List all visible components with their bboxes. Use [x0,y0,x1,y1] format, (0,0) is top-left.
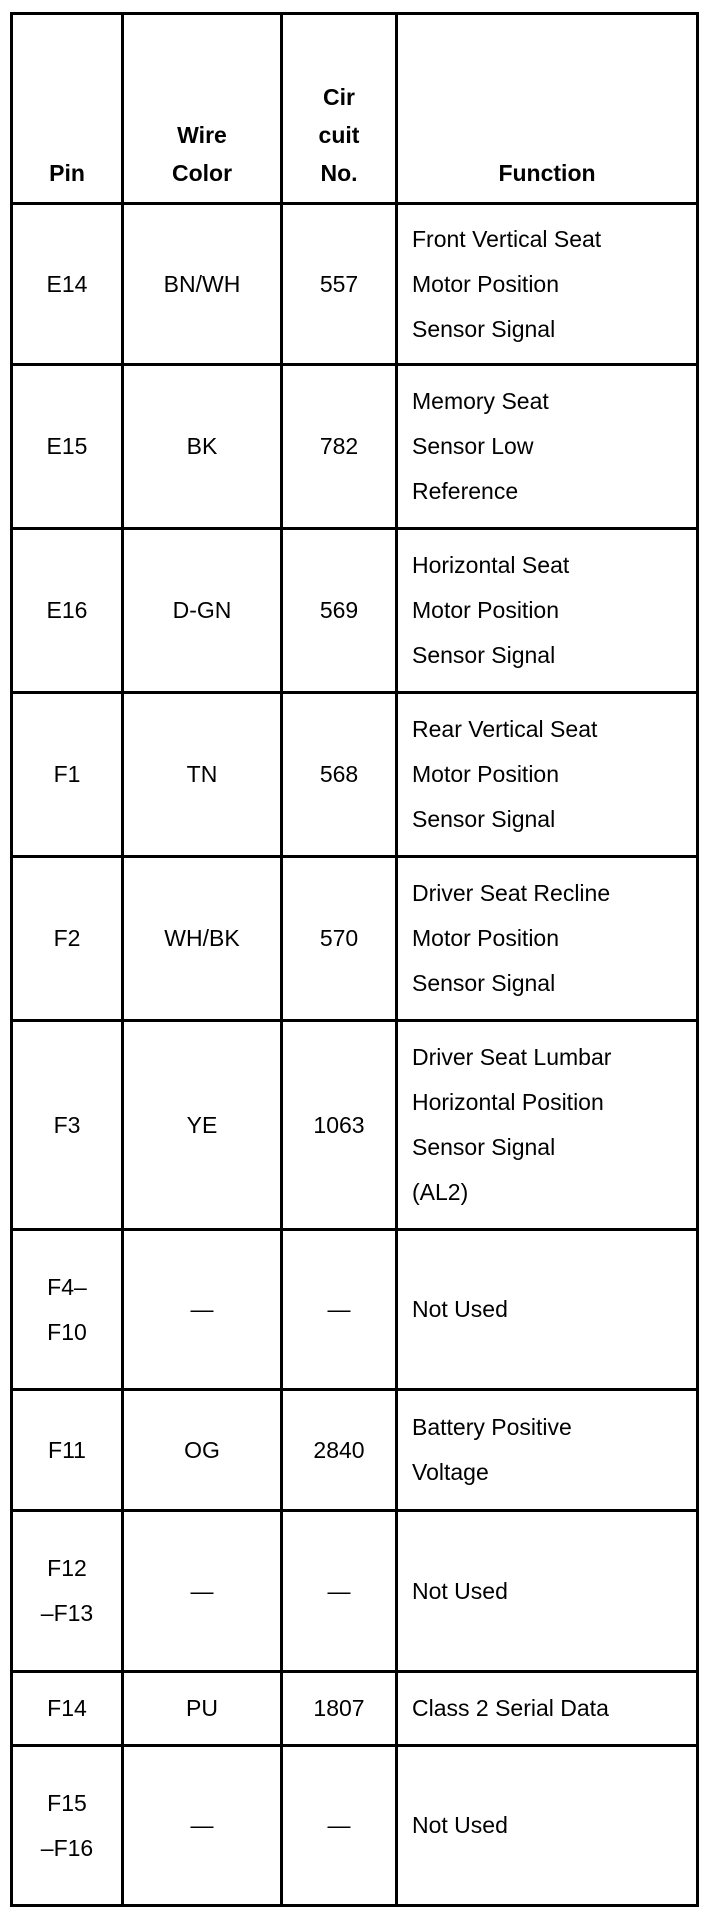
circuit-number-cell: — [282,1746,397,1906]
circuit-number-cell: 1063 [282,1021,397,1230]
table-row [12,529,698,693]
function-cell: Rear Vertical Seat Motor Position Sensor Signal [397,693,698,857]
table-row [12,1390,698,1511]
pin-cell: F11 [12,1390,123,1511]
table-row [12,1746,698,1906]
pin-cell: F12 –F13 [12,1511,123,1672]
pin-cell: F3 [12,1021,123,1230]
wire-color-cell: D-GN [123,529,282,693]
circuit-number-cell: 569 [282,529,397,693]
wire-color-cell: — [123,1511,282,1672]
function-cell: Driver Seat Recline Motor Position Sensor Signal [397,857,698,1021]
wire-color-cell: BK [123,365,282,529]
function-cell: Class 2 Serial Data [397,1672,698,1746]
circuit-number-cell: 568 [282,693,397,857]
wire-color-cell: — [123,1230,282,1390]
table-row [12,1230,698,1390]
header-row [12,14,698,204]
function-cell: Horizontal Seat Motor Position Sensor Signal [397,529,698,693]
pin-cell: F2 [12,857,123,1021]
wire-color-cell: OG [123,1390,282,1511]
pin-cell: E16 [12,529,123,693]
wire-color-column-header: Wire Color [123,14,282,204]
function-cell: Memory Seat Sensor Low Reference [397,365,698,529]
circuit-number-cell: 557 [282,204,397,365]
wire-color-cell: YE [123,1021,282,1230]
pin-cell: F1 [12,693,123,857]
wire-color-cell: BN/WH [123,204,282,365]
wire-color-cell: TN [123,693,282,857]
function-column-header: Function [397,14,698,204]
table-body [12,204,698,1906]
table-row [12,857,698,1021]
circuit-number-cell: 782 [282,365,397,529]
table-row [12,1021,698,1230]
table-row [12,693,698,857]
function-cell: Battery Positive Voltage [397,1390,698,1511]
circuit-number-cell: 1807 [282,1672,397,1746]
wire-color-cell: PU [123,1672,282,1746]
circuit-number-cell: 570 [282,857,397,1021]
wire-color-cell: WH/BK [123,857,282,1021]
pin-cell: F15 –F16 [12,1746,123,1906]
pin-column-header: Pin [12,14,123,204]
circuit-number-cell: — [282,1511,397,1672]
function-cell: Driver Seat Lumbar Horizontal Position Sensor Signal (AL2) [397,1021,698,1230]
circuit-number-cell: — [282,1230,397,1390]
pin-cell: F14 [12,1672,123,1746]
table-row [12,1672,698,1746]
circuit-number-column-header: Cir cuit No. [282,14,397,204]
function-cell: Not Used [397,1746,698,1906]
table-row [12,1511,698,1672]
function-cell: Not Used [397,1230,698,1390]
function-cell: Front Vertical Seat Motor Position Sensor Signal [397,204,698,365]
table-row [12,365,698,529]
pin-cell: E14 [12,204,123,365]
table-row [12,204,698,365]
circuit-number-cell: 2840 [282,1390,397,1511]
wire-color-cell: — [123,1746,282,1906]
pin-cell: E15 [12,365,123,529]
connector-pinout-table [10,12,699,1907]
pin-cell: F4– F10 [12,1230,123,1390]
function-cell: Not Used [397,1511,698,1672]
